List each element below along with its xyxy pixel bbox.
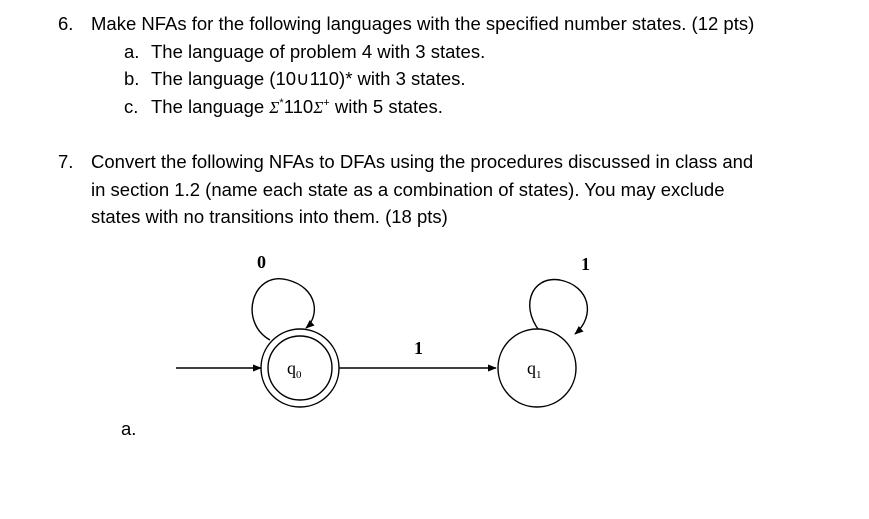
q0-state [261,329,339,407]
q1-self-loop [530,280,588,336]
q0-label: $q_0$ [287,358,302,381]
q7-number: 7. [58,151,74,172]
sigma-symbol: Σ [269,98,280,117]
sigma-symbol: Σ [313,98,324,117]
q0-to-q1-symbol: 1 [414,338,423,358]
plus-superscript: + [323,97,330,109]
q7-part-a-label: a. [121,418,137,439]
q1-state [498,329,576,407]
q7-text-2: in section 1.2 (name each state as a combination of states). You may exclude [91,179,725,200]
q1-loop-symbol: 1 [581,254,590,274]
q6-item-c-pre: The language [151,96,270,117]
q6-item-c-post: with 5 states. [329,96,443,117]
q6-item-a-text: The language of problem 4 with 3 states. [151,41,486,62]
q7-text-1: Convert the following NFAs to DFAs using the procedures discussed in class and [91,151,754,172]
q6-item-b-text: The language (10∪110)* with 3 states. [151,68,466,89]
q0-loop-symbol: 0 [257,252,266,272]
q7-text-3: states with no transitions into them. (18 pts) [91,206,448,227]
q6-item-c-label: c. [124,96,139,117]
q6-number: 6. [58,13,74,34]
q6-item-c-mid: 110 [283,96,314,117]
star-superscript: * [279,97,284,109]
q6-item-b-label: b. [124,68,140,89]
q6-text: Make NFAs for the following languages with the specified number states. (12 pts) [91,13,755,34]
q1-label: $q_1$ [527,358,542,381]
q6-item-a-label: a. [124,41,140,62]
